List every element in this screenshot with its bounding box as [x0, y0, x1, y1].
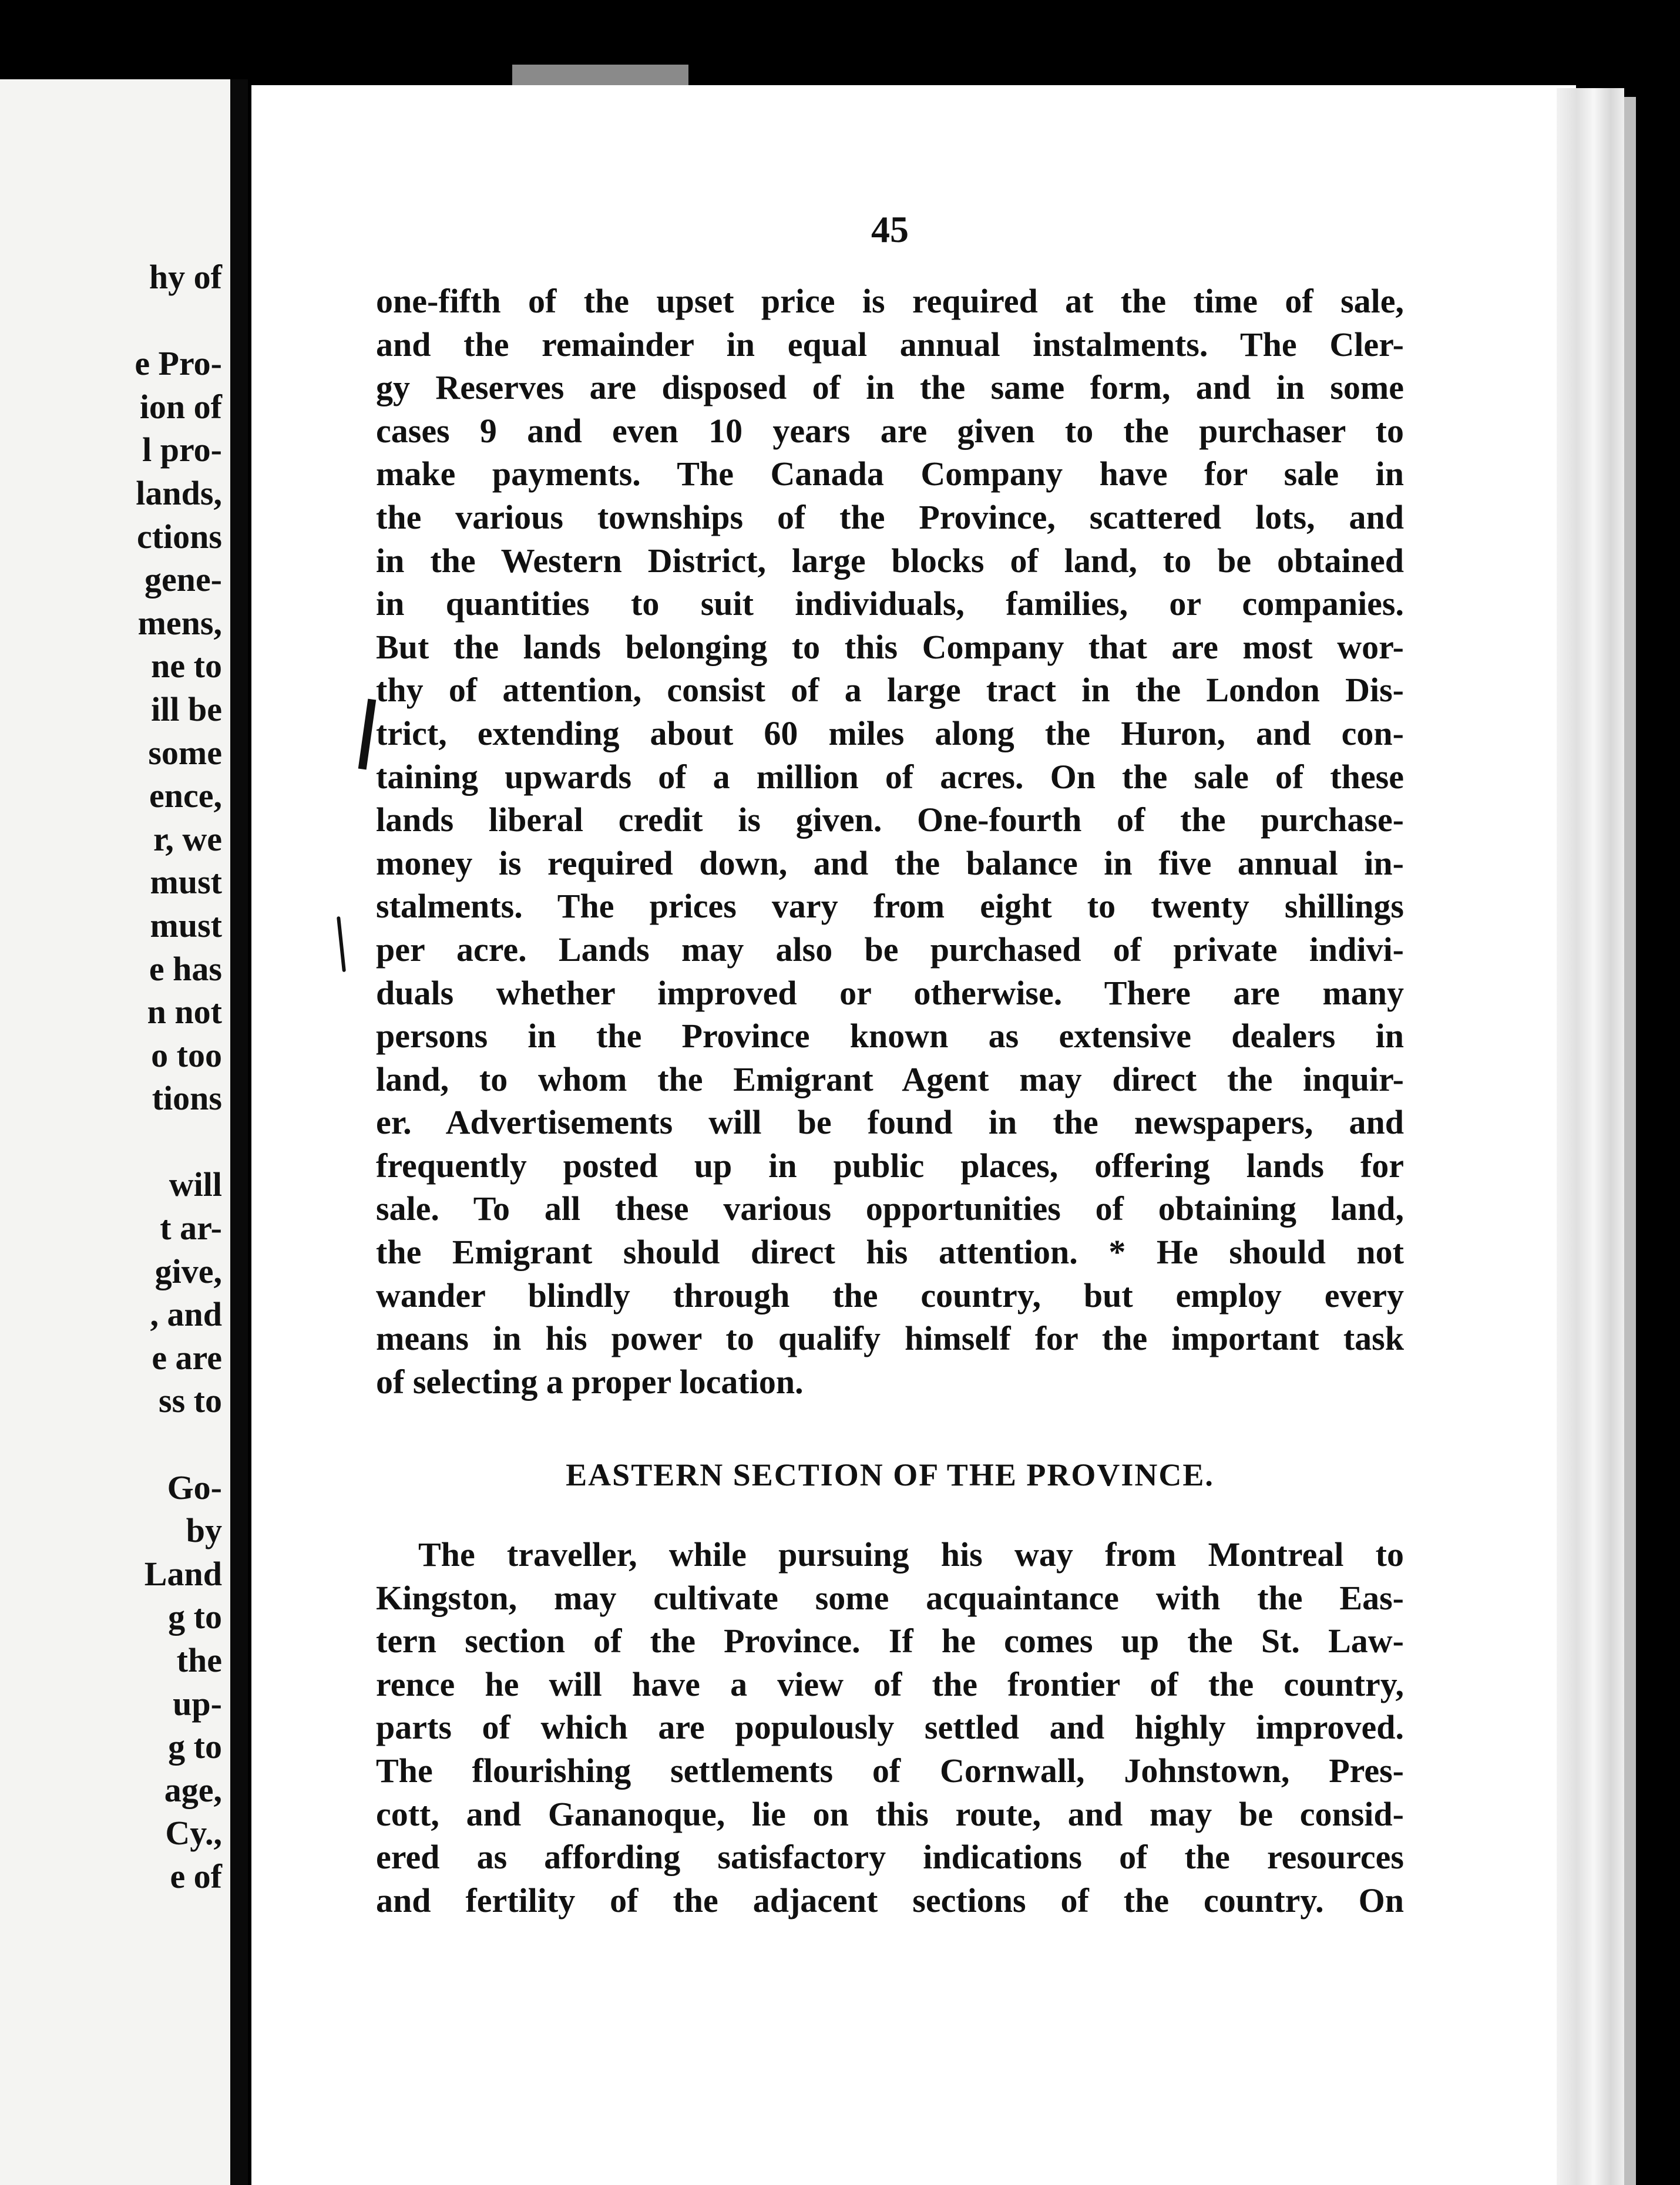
text-line: in the Western District, large blocks of land, to be obtained [376, 541, 1404, 580]
book-gutter [230, 79, 248, 2185]
left-line: ence, [149, 776, 222, 815]
text-line: sale. To all these various opportunities of obtaining land, [376, 1189, 1404, 1228]
left-page-text [0, 256, 230, 1898]
text-line: The traveller, while pursuing his way from Montreal to [418, 1535, 1404, 1574]
text-line: tern section of the Province. If he comes up the St. Law- [376, 1622, 1404, 1660]
left-line: , and [150, 1295, 222, 1334]
text-line: make payments. The Canada Company have for sale in [376, 455, 1404, 493]
left-line: Cy., [165, 1814, 222, 1853]
left-line: by [186, 1511, 222, 1550]
text-line: The flourishing settlements of Cornwall, Johnstown, Pres- [376, 1751, 1404, 1790]
left-line: e Pro- [135, 344, 222, 383]
left-line: ill be [151, 690, 222, 728]
text-line: the various townships of the Province, scattered lots, and [376, 497, 1404, 536]
left-line: mens, [137, 603, 222, 642]
left-line: age, [164, 1770, 222, 1809]
left-line: Go- [167, 1468, 222, 1507]
paragraph-2 [376, 1533, 1404, 1922]
page-number: 45 [871, 209, 909, 250]
text-line: gy Reserves are disposed of in the same form, and in some [376, 368, 1404, 407]
left-line [0, 299, 230, 342]
left-line: will [169, 1165, 222, 1204]
text-line: er. Advertisements will be found in the newspapers, and [376, 1103, 1404, 1142]
left-line: e has [149, 949, 222, 988]
text-line: thy of attention, consist of a large tract in the London Dis- [376, 671, 1404, 710]
text-line: cott, and Gananoque, lie on this route, and may be consid- [376, 1794, 1404, 1833]
section-heading: EASTERN SECTION OF THE PROVINCE. [566, 1457, 1214, 1492]
text-line: in quantities to suit individuals, families, or companies. [376, 584, 1404, 623]
text-line: of selecting a proper location. [376, 1362, 804, 1401]
left-line: g to [168, 1727, 222, 1766]
left-line: up- [173, 1684, 222, 1723]
page-edges [1557, 88, 1624, 2185]
text-line: rence he will have a view of the frontier of the country, [376, 1665, 1404, 1703]
left-page-gap [0, 1423, 230, 1466]
text-line: and the remainder in equal annual instalments. The Cler- [376, 325, 1404, 364]
text-line: parts of which are populously settled and highly improved. [376, 1708, 1404, 1747]
left-line: r, we [153, 819, 222, 858]
left-line: some [148, 733, 222, 772]
left-line: e of [170, 1857, 222, 1895]
left-line: hy of [149, 258, 222, 296]
left-line: must [150, 863, 222, 902]
left-line: t ar- [160, 1209, 222, 1248]
text-line: land, to whom the Emigrant Agent may direct the inquir- [376, 1060, 1404, 1098]
left-line: o too [151, 1036, 222, 1074]
left-line: ion of [139, 387, 222, 426]
page-tab-marker [512, 65, 688, 88]
text-line: per acre. Lands may also be purchased of private indivi- [376, 930, 1404, 969]
left-line: tions [152, 1079, 222, 1118]
left-line: the [176, 1641, 222, 1679]
text-line: money is required down, and the balance in five annual in- [376, 843, 1404, 882]
left-facing-page [0, 79, 230, 2185]
left-line: gene- [144, 560, 222, 599]
text-line: duals whether improved or otherwise. There are many [376, 973, 1404, 1012]
left-line: Land [144, 1554, 222, 1593]
text-line: the Emigrant should direct his attention. * He should not [376, 1233, 1404, 1272]
page-edges-shadow [1624, 97, 1636, 2185]
text-line: wander blindly through the country, but employ every [376, 1276, 1404, 1315]
left-line: ss to [159, 1381, 222, 1420]
text-line: means in his power to qualify himself for the important task [376, 1319, 1404, 1358]
left-line: must [150, 906, 222, 944]
left-line: g to [168, 1598, 222, 1636]
text-line: frequently posted up in public places, offering lands for [376, 1146, 1404, 1185]
text-line: one-fifth of the upset price is required at the time of sale, [376, 282, 1404, 320]
text-line: and fertility of the adjacent sections of the country. On [376, 1881, 1404, 1920]
text-line: cases 9 and even 10 years are given to the purchaser to [376, 411, 1404, 450]
left-line: lands, [136, 473, 222, 512]
left-line: n not [147, 993, 222, 1031]
left-line: l pro- [142, 431, 222, 469]
text-line: stalments. The prices vary from eight to twenty shillings [376, 887, 1404, 926]
left-line: e are [152, 1338, 222, 1377]
text-line: But the lands belonging to this Company that are most wor- [376, 627, 1404, 666]
left-line [0, 1120, 230, 1164]
left-line: ne to [151, 647, 222, 685]
text-line: ered as affording satisfactory indications of the resources [376, 1838, 1404, 1877]
left-line: ctions [137, 517, 222, 556]
paragraph-1 [376, 280, 1404, 1403]
left-line: give, [154, 1252, 222, 1290]
text-line: persons in the Province known as extensive dealers in [376, 1017, 1404, 1055]
text-line: Kingston, may cultivate some acquaintance with the Eas- [376, 1578, 1404, 1617]
text-line: lands liberal credit is given. One-fourth of the purchase- [376, 801, 1404, 839]
text-line: taining upwards of a million of acres. On the sale of these [376, 757, 1404, 796]
text-line: trict, extending about 60 miles along the Huron, and con- [376, 714, 1404, 752]
